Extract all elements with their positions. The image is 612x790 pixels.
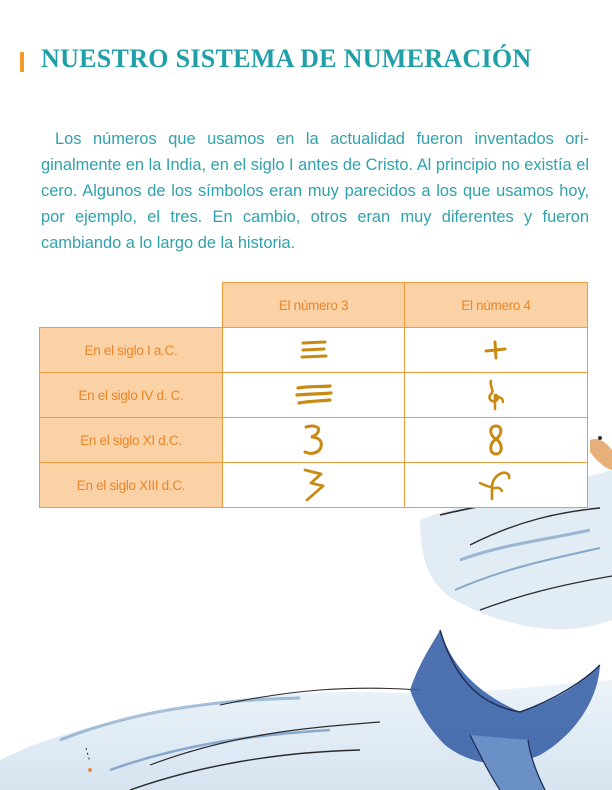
row-label: En el siglo I a.C. (40, 328, 223, 373)
table-row (40, 463, 588, 508)
row-label: En el siglo IV d. C. (40, 373, 223, 418)
three-curved-icon (223, 418, 405, 463)
three-bars-icon (223, 328, 405, 373)
curly-four-icon (405, 373, 588, 418)
intro-paragraph: Los números que usamos en la actualidad fueron inventados ori-ginalmente en la India, en el siglo I antes de Cristo. Al principio no existía el cero. Algunos de los símbolos eran muy parecidos a los que usamos hoy, por ejemplo, el tres. En cambio, otros eran muy diferentes y fueron cambiando a lo largo de la historia. (41, 130, 589, 252)
three-zigzag-icon (223, 463, 405, 508)
cross-four-icon (405, 328, 588, 373)
row-label: En el siglo XIII d.C. (40, 463, 223, 508)
table-row (40, 373, 588, 418)
table-corner (40, 283, 223, 328)
three-bars-wavy-icon (223, 373, 405, 418)
table-header-row (40, 283, 588, 328)
eight-like-four-icon (405, 418, 588, 463)
table-row (40, 418, 588, 463)
header-number-4: El número 4 (405, 283, 588, 328)
row-label: En el siglo XI d.C. (40, 418, 223, 463)
table-row (40, 328, 588, 373)
title-accent-bar (20, 52, 24, 72)
numerals-table (39, 282, 588, 508)
header-number-3: El número 3 (223, 283, 405, 328)
page-title: NUESTRO SISTEMA DE NUMERACIÓN (41, 44, 532, 73)
hooked-four-icon (405, 463, 588, 508)
